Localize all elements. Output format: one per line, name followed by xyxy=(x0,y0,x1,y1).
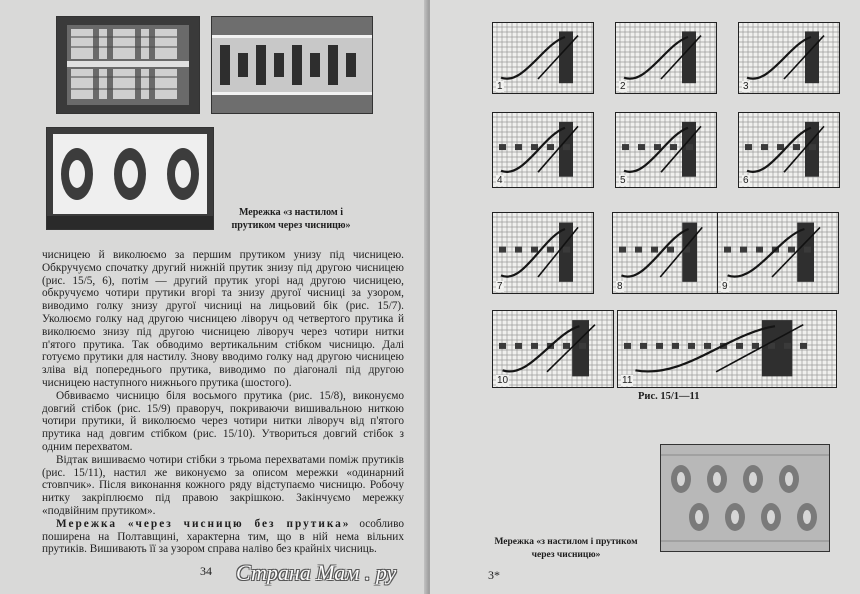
figure-number: 6 xyxy=(743,175,749,186)
stitch-diagram-11 xyxy=(617,310,837,388)
stitch-diagram-6 xyxy=(738,112,840,188)
stitch-diagram-3 xyxy=(738,22,840,94)
page-number-right: 3* xyxy=(488,568,500,582)
stitch-diagram-5 xyxy=(615,112,717,188)
figure-number: 9 xyxy=(722,281,728,292)
watermark-logo: Страна Мам . ру xyxy=(236,560,397,585)
figure-number: 3 xyxy=(743,81,749,92)
body-text xyxy=(42,249,404,556)
right-page xyxy=(430,0,860,594)
paragraph-rest: особливо поширена на Полтавщині, характерна тим, що в ній нема вільних прутиків. Вишивають її за узором справа наліво без крайніх чисниць. xyxy=(42,517,404,556)
stitch-diagram-4 xyxy=(492,112,594,188)
figure-number: 4 xyxy=(497,175,503,186)
embroidery-photo-band xyxy=(211,16,373,114)
figure-number: 8 xyxy=(617,281,623,292)
figure-caption: Рис. 15/1—11 xyxy=(638,391,700,402)
left-page xyxy=(0,0,428,594)
figure-number: 1 xyxy=(497,81,503,92)
stitch-diagram-7 xyxy=(492,212,594,294)
embroidery-photo-lace xyxy=(46,127,214,230)
figure-number: 2 xyxy=(620,81,626,92)
paragraph: Обвиваємо чисницю біля восьмого прутика (рис. 15/8), виконуємо довгий стібок (рис. 15/9) праворуч, покриваючи вишивальною ниткою чотири прутики, й виколюємо через чотири нитки ліворуч від п'ятого прутика над довгим стібком (рис. 15/10). Утвориться довгий стібок з одним перехватом. xyxy=(42,389,404,453)
figure-number: 11 xyxy=(622,375,633,386)
stitch-diagram-1 xyxy=(492,22,594,94)
photo-caption: Мережка «з настилом і прутиком через чисницю» xyxy=(231,207,351,231)
stitch-diagram-8 xyxy=(612,212,719,294)
stitch-name: Мережка «через чисницю без прутика» xyxy=(56,517,351,530)
embroidery-photo-right xyxy=(660,444,830,552)
page-number: 34 xyxy=(200,564,212,578)
embroidery-photo-dark xyxy=(56,16,200,114)
photo-caption-right: Мережка «з настилом і прутиком через чисницю» xyxy=(494,537,638,560)
paragraph: чисницею й виколюємо за першим прутиком унизу під чисницею. Обкручуємо спочатку другий нижній прутик знизу під другою чисницею (рис. 15/5, 6), потім — другий прутик угорі над другою чисницею, обкручуємо чотири прутики вгорі та знизу другої чисниці за узором, виводимо голку знизу другої чисниці на лицьовий бік (рис. 15/7). Уколюємо голку над другою чисницею ліворуч од четвертого прутика й виколюємо знизу під другою чисницею ліворуч через чотири нитки п'ятого прутика. Так обводимо вертикальним стібком чисницю. Далі готуємо прутики для настилу. Знову вводимо голку над другою чисницею зліва від попереднього прутика, виводимо по діагоналі під другою чисницею наступного нижнього прутика (шостого). xyxy=(42,249,404,389)
stitch-diagram-9 xyxy=(717,212,839,294)
stitch-diagram-2 xyxy=(615,22,717,94)
figure-number: 7 xyxy=(497,281,503,292)
figure-number: 10 xyxy=(497,375,509,386)
paragraph: Відтак вишиваємо чотири стібки з трьома перехватами поміж прутиків (рис. 15/11), настил же виконуємо за описом мережки «одинарний стовпчик». Після виконання кожного ряду відступаємо чисницю. Робочу нитку закріплюємо під правою закрішкою. Закінчуємо мережку «подвійним прутиком». xyxy=(42,453,404,517)
paragraph xyxy=(42,518,404,556)
figure-number: 5 xyxy=(620,175,626,186)
stitch-diagram-10 xyxy=(492,310,614,388)
